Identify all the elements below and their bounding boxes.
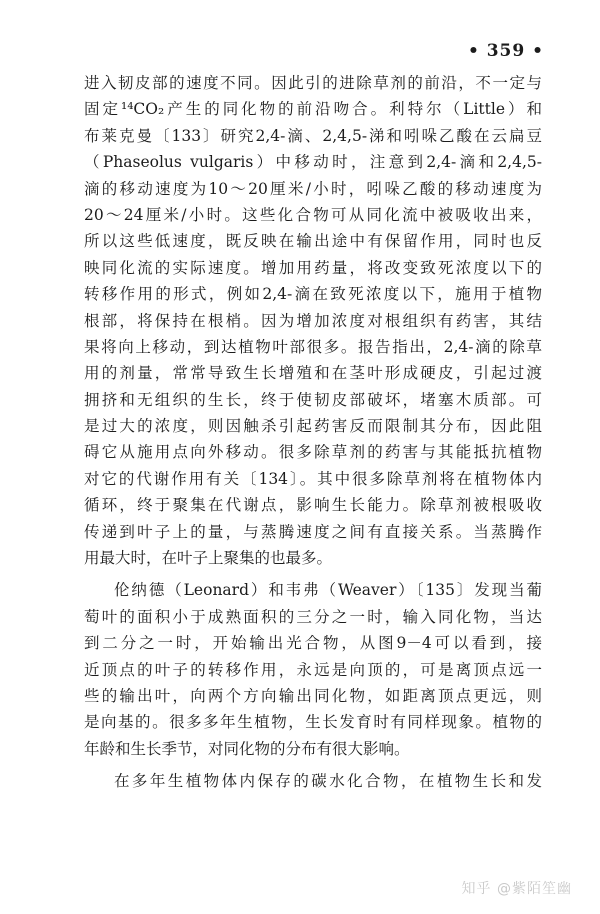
text-line: 伦纳德（Leonard）和韦弗（Weaver）〔135〕发现当葡	[114, 581, 542, 600]
text-line: 布莱克曼〔133〕研究2,4-滴、2,4,5-涕和吲哚乙酸在云扁豆	[84, 126, 542, 145]
text-line: 滴的移动速度为10～20厘米/小时，吲哚乙酸的移动速度为	[84, 179, 542, 198]
text-line: （Phaseolus vulgaris）中移动时，注意到2,4-滴和2,4,5-	[84, 153, 542, 172]
text-line: 循环，终于聚集在代谢点，影响生长能力。除草剂被根吸收	[84, 496, 542, 515]
text-line: 传递到叶子上的量，与蒸腾速度之间有直接关系。当蒸腾作	[84, 522, 542, 541]
text-line: 是向基的。很多多年生植物，生长发育时有同样现象。植物的	[84, 713, 542, 732]
text-line: 对它的代谢作用有关〔134〕。其中很多除草剂将在植物体内	[84, 469, 542, 488]
text-line: 拥挤和无组织的生长，终于使韧皮部破坏，堵塞木质部。可	[84, 390, 542, 409]
watermark: 知乎 @紫陌笙幽	[461, 881, 572, 897]
text-line: 转移作用的形式，例如2,4-滴在致死浓度以下，施用于植物	[84, 285, 542, 304]
body-text	[84, 70, 542, 795]
text-line: 根部，将保持在根梢。因为增加浓度对根组织有药害，其结	[84, 311, 542, 330]
text-line: 在多年生植物体内保存的碳水化合物，在植物生长和发	[114, 772, 542, 791]
text-line: 所以这些低速度，既反映在输出途中有保留作用，同时也反	[84, 232, 542, 251]
text-line: 固定¹⁴CO₂产生的同化物的前沿吻合。利特尔（Little）和	[84, 100, 542, 119]
text-line: 到二分之一时，开始输出光合物，从图9－4可以看到，接	[84, 634, 542, 653]
text-line: 碍它从施用点向外移动。很多除草剂的药害与其能抵抗植物	[84, 443, 542, 462]
text-line: 映同化流的实际速度。增加用药量，将改变致死浓度以下的	[84, 258, 542, 277]
text-line: 年龄和生长季节，对同化物的分布有很大影响。	[84, 739, 410, 758]
text-line: 进入韧皮部的速度不同。因此引的进除草剂的前沿，不一定与	[84, 74, 542, 92]
text-line: 用最大时，在叶子上聚集的也最多。	[84, 549, 333, 568]
page-number: • 359 •	[467, 41, 544, 61]
text-line: 些的输出叶，向两个方向输出同化物，如距离顶点更远，则	[84, 686, 542, 705]
text-line: 20～24厘米/小时。这些化合物可从同化流中被吸收出来，	[84, 205, 542, 224]
text-line: 用的剂量，常常导致生长增殖和在茎叶形成硬皮，引起过渡	[84, 364, 542, 383]
text-line: 果将向上移动，到达植物叶部很多。报告指出，2,4-滴的除草	[84, 337, 542, 356]
text-line: 是过大的浓度，则因触杀引起药害反而限制其分布，因此阻	[84, 417, 542, 436]
text-line: 萄叶的面积小于成熟面积的三分之一时，输入同化物，当达	[84, 607, 542, 626]
text-line: 近顶点的叶子的转移作用，永远是向顶的，可是离顶点远一	[84, 660, 542, 679]
